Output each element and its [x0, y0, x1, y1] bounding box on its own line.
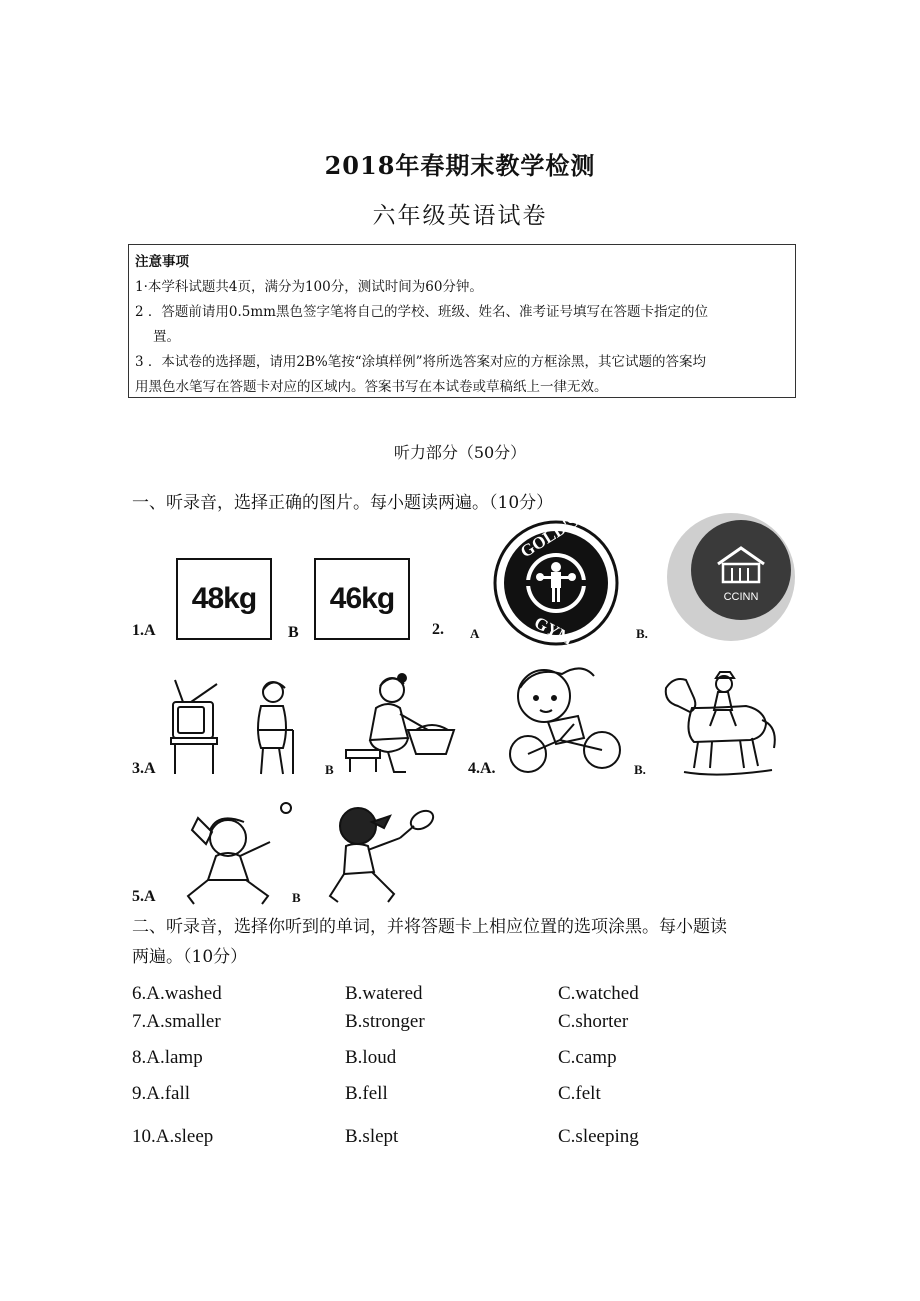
- q1-b-label: B: [288, 624, 299, 641]
- part2-instruction-line-2: 两遍。（10分）: [132, 947, 248, 967]
- scale-display-icon: [176, 558, 272, 640]
- listening-section-title: 听力部分（50分）: [393, 443, 527, 462]
- q2-b-label: B.: [636, 626, 648, 641]
- word-option-6a: 6.A.washed: [132, 983, 222, 1004]
- notice-line-2-cont: 置。: [153, 329, 180, 345]
- q3-b-label: B: [325, 762, 334, 777]
- part2-instruction-line-1: 二、听录音，选择你听到的单词，并将答题卡上相应位置的选项涂黑。每小题读: [132, 917, 727, 937]
- word-option-7b: B.stronger: [345, 1011, 425, 1032]
- word-option-8b: B.loud: [345, 1047, 397, 1068]
- playing-badminton-icon: [322, 798, 450, 910]
- q4-a-label: 4.A.: [468, 760, 496, 777]
- playing-ping-pong-icon: [178, 800, 298, 910]
- q3-a-label: 3.A: [132, 760, 156, 777]
- exam-subtitle: 六年级英语试卷: [372, 203, 548, 229]
- notice-box: [128, 244, 796, 398]
- word-option-6c: C.watched: [558, 983, 639, 1004]
- word-option-8a: 8.A.lamp: [132, 1047, 203, 1068]
- notice-line-1: 1·本学科试题共4页，满分为100分，测试时间为60分钟。: [135, 279, 483, 295]
- word-option-10c: C.sleeping: [558, 1126, 639, 1147]
- notice-heading: 注意事项: [135, 254, 189, 270]
- notice-line-3: 3 ．本试卷的选择题，请用2B%笔按“涂填样例”将所选答案对应的方框涂黑，其它试题的答案均: [135, 354, 707, 370]
- q1-a-label: 1.A: [132, 622, 156, 639]
- q5-b-label: B: [292, 890, 301, 905]
- q4-b-label: B.: [634, 762, 646, 777]
- q1-a-weight: 48kg: [191, 582, 257, 615]
- word-option-9c: C.felt: [558, 1083, 601, 1104]
- scale-display-icon: [314, 558, 410, 640]
- word-option-10b: B.slept: [345, 1126, 399, 1147]
- word-option-6b: B.watered: [345, 983, 423, 1004]
- watching-tv-icon: [165, 670, 305, 780]
- ccinn-logo: [666, 512, 796, 642]
- riding-bike-icon: [504, 658, 624, 778]
- notice-line-3-cont: 用黑色水笔写在答题卡对应的区域内。答案书写在本试卷或草稿纸上一律无效。: [135, 379, 608, 395]
- riding-horse-icon: [654, 668, 782, 778]
- notice-line-2: 2 ．答题前请用0.5mm黑色签字笔将自己的学校、班级、姓名、准考证号填写在答题卡指定的位: [135, 304, 708, 320]
- word-option-8c: C.camp: [558, 1047, 617, 1068]
- q5-a-label: 5.A: [132, 888, 156, 905]
- part2-instruction: [132, 912, 792, 972]
- logo-letters-bottom: GYM: [531, 612, 577, 650]
- ccinn-logo-text: CCINN: [723, 591, 759, 603]
- q1-b-weight: 46kg: [329, 582, 395, 615]
- logo-letters-top: GOLD'S: [517, 511, 582, 562]
- q2-label: 2.: [432, 621, 444, 638]
- washing-clothes-icon: [336, 668, 464, 780]
- word-option-9a: 9.A.fall: [132, 1083, 191, 1104]
- word-option-9b: B.fell: [345, 1083, 388, 1104]
- golds-gym-text: [493, 511, 619, 650]
- part1-instruction: 一、听录音，选择正确的图片。每小题读两遍。（10分）: [132, 493, 554, 513]
- exam-title: 2018年春期末教学检测: [324, 151, 596, 180]
- word-option-7c: C.shorter: [558, 1011, 629, 1032]
- q2-a-label: A: [470, 626, 480, 641]
- word-option-7a: 7.A.smaller: [132, 1011, 221, 1032]
- word-option-10a: 10.A.sleep: [132, 1126, 214, 1147]
